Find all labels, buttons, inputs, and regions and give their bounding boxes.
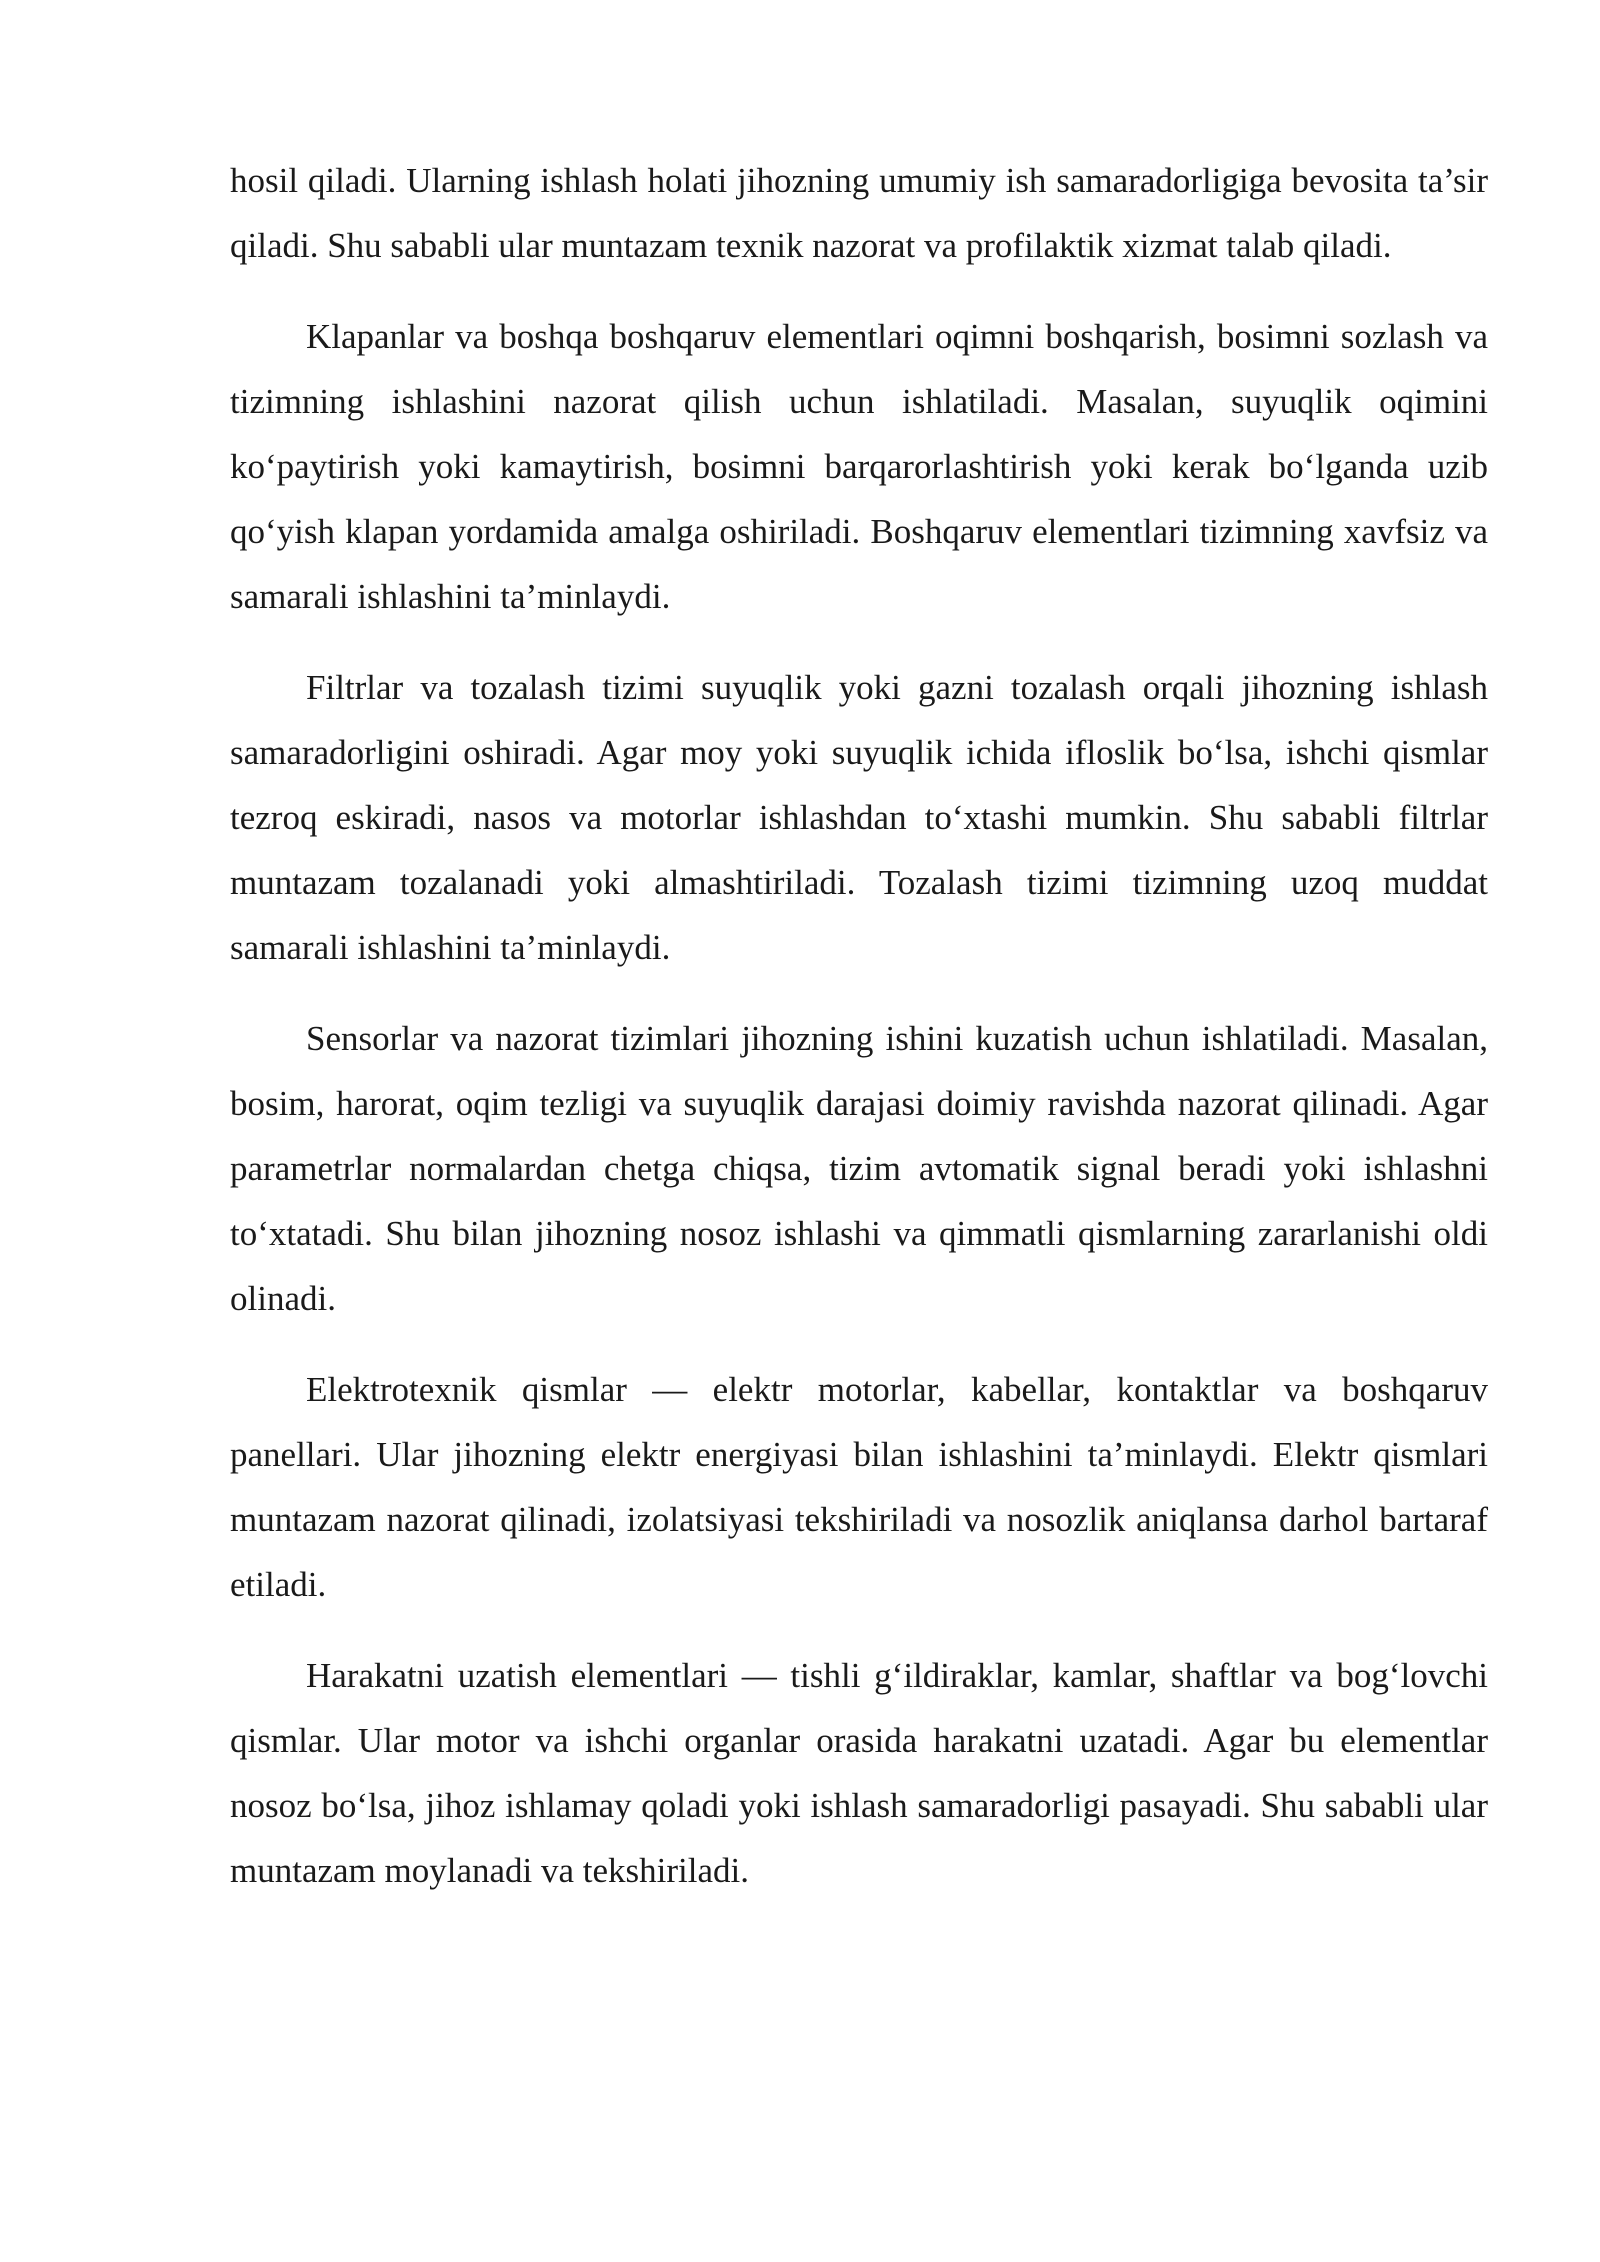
paragraph-filters: Filtrlar va tozalash tizimi suyuqlik yoki gazni tozalash orqali jihozning ishlash samaradorligini oshiradi. Agar moy yoki suyuqlik ichida ifloslik bo‘lsa, ishchi qismlar tezroq eskiradi, nasos va motorlar ishlashdan to‘xtashi mumkin. Shu sababli filtrlar muntazam tozalanadi yoki almashtiriladi. Tozalash tizimi tizimning uzoq muddat samarali ishlashini ta’minlaydi. (230, 668, 1488, 967)
paragraph-valves: Klapanlar va boshqa boshqaruv elementlari oqimni boshqarish, bosimni sozlash va tizimning ishlashini nazorat qilish uchun ishlatiladi. Masalan, suyuqlik oqimini ko‘paytirish yoki kamaytirish, bosimni barqarorlashtirish yoki kerak bo‘lganda uzib qo‘yish klapan yordamida amalga oshiriladi. Boshqaruv elementlari tizimning xavfsiz va samarali ishlashini ta’minlaydi. (230, 317, 1488, 616)
document-body (230, 148, 1488, 1929)
paragraph-continuation: hosil qiladi. Ularning ishlash holati jihozning umumiy ish samaradorligiga bevosita ta’sir qiladi. Shu sababli ular muntazam texnik nazorat va profilaktik xizmat talab qiladi. (230, 161, 1488, 265)
paragraph-electrical: Elektrotexnik qismlar — elektr motorlar, kabellar, kontaktlar va boshqaruv panellari. Ular jihozning elektr energiyasi bilan ishlashini ta’minlaydi. Elektr qismlari muntazam nazorat qilinadi, izolatsiyasi tekshiriladi va nosozlik aniqlansa darhol bartaraf etiladi. (230, 1370, 1488, 1604)
paragraph-sensors: Sensorlar va nazorat tizimlari jihozning ishini kuzatish uchun ishlatiladi. Masalan, bosim, harorat, oqim tezligi va suyuqlik darajasi doimiy ravishda nazorat qilinadi. Agar parametrlar normalardan chetga chiqsa, tizim avtomatik signal beradi yoki ishlashni to‘xtatadi. Shu bilan jihozning nosoz ishlashi va qimmatli qismlarning zararlanishi oldi olinadi. (230, 1019, 1488, 1318)
paragraph-transmission: Harakatni uzatish elementlari — tishli g‘ildiraklar, kamlar, shaftlar va bog‘lovchi qismlar. Ular motor va ishchi organlar orasida harakatni uzatadi. Agar bu elementlar nosoz bo‘lsa, jihoz ishlamay qoladi yoki ishlash samaradorligi pasayadi. Shu sababli ular muntazam moylanadi va tekshiriladi. (230, 1656, 1488, 1890)
